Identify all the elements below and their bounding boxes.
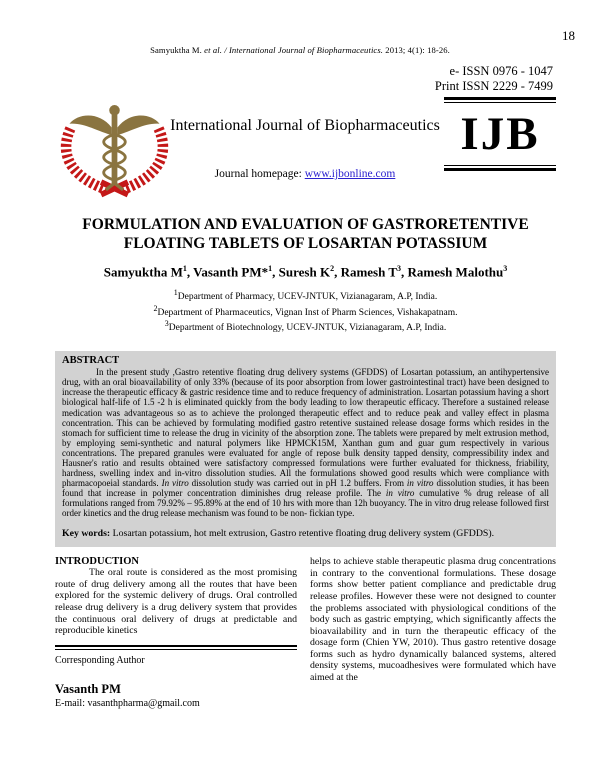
ijb-bar-bottom-thin bbox=[444, 165, 556, 166]
affiliation-1: $^1$Department of Pharmacy, UCEV-JNTUK, Vizianagaram, A.P, India. bbox=[173, 288, 438, 303]
page-number: 18 bbox=[562, 28, 575, 43]
ijb-bar-bottom-thick bbox=[444, 168, 556, 171]
right-column bbox=[310, 556, 556, 708]
ijb-logo-text: IJB bbox=[460, 107, 540, 160]
ijb-bar-top-thick bbox=[444, 97, 556, 100]
article-title-line-1: FORMULATION AND EVALUATION OF GASTRORETENTIVE bbox=[82, 216, 529, 233]
e-issn: e- ISSN 0976 - 1047 bbox=[449, 64, 553, 78]
abstract-text: In the present study ,Gastro retentive floating drug delivery systems (GFDDS) of Losartan potassium, an antihypertensive drug, with an oral bioavailability of only 33% (because of its poor absorption from lower gastrointestinal tract) have been designed to increase the therapeutic efficacy & gastric residence time and to reduce frequency of administration. Losartan potassium having a short biological half-life of 1.5 -2 h is eliminated quickly from the body leading to low therapeutic efficacy. Therefore a sustained release medication was advantageous so as to achieve the prolonged therapeutic effect and to reduce peak and valley effect in plasma concentration. This can be achieved by formulating modified gastro retentive sustained release dosage forms which resides in the stomach for sufficient time to release the drug in vicinity of the absorption zone. The tablets were prepared by melt extrusion method, by employing semi-synthetic and natural polymers like HPMCK15M, Xanthan gum and guar gum respectively in various concentrations. The prepared granules were evaluated for angle of repose bulk density tapped density, compressibility index and Hausner's ratio and results obtained were satisfactory compressed formulations were further evaluated for thickness, friability, hardness, swelling index and in-vitro dissolution studies. All the formulations showed good results which were compliance with pharmacopoeial standards. In vitro dissolution study was carried out in pH 1.2 buffers. From in vitro dissolution studies, it has been found that increase in polymer concentration diminishes drug release profile. The in vitro cumulative % drug release of all formulations ranged from 79.92% – 95.89% at the end of 10 hrs with more than 12h buoyancy. The in vitro drug release followed first order kinetics and the drug release mechanism was found to be non- fickian type. bbox=[62, 367, 549, 519]
keywords-line: Key words: Losartan potassium, hot melt extrusion, Gastro retentive floating drug delivery system (GFDDS). bbox=[62, 528, 495, 540]
corresponding-author-label: Corresponding Author bbox=[55, 654, 145, 666]
ijb-logo bbox=[444, 97, 556, 171]
homepage-link[interactable]: www.ijbonline.com bbox=[304, 168, 396, 180]
two-column-section bbox=[55, 556, 556, 708]
article-body bbox=[55, 216, 556, 709]
authors-line: Samyuktha $M^1$, Vasanth PM*$^1$, Suresh $K^2$, Ramesh $T^3$, Ramesh Malothu$^3$ bbox=[103, 263, 508, 280]
abstract-box bbox=[55, 351, 556, 547]
abstract-heading: ABSTRACT bbox=[62, 355, 120, 367]
print-issn: Print ISSN 2229 - 7499 bbox=[434, 79, 553, 93]
homepage-label: Journal homepage: bbox=[214, 168, 305, 180]
introduction-heading: INTRODUCTION bbox=[55, 556, 140, 568]
introduction-paragraph-left: The oral route is considered as the most promising route of drug delivery among all the routes that have been explored for the systemic delivery of drugs. Oral controlled release drug delivery is a drug delivery system that provides the continuous oral delivery of drugs at predictable and reproducible kinetics bbox=[55, 567, 297, 637]
corresponding-author-name: Vasanth PM bbox=[55, 681, 121, 696]
journal-homepage-line bbox=[150, 168, 460, 180]
running-head-citation: Samyuktha M. et al. / International Journal of Biopharmaceutics. 2013; 4(1): 18-26. bbox=[150, 45, 450, 55]
affiliation-3: $^3$Department of Biotechnology, UCEV-JNTUK, Vizianagaram, A.P, India. bbox=[164, 318, 447, 334]
journal-title: International Journal of Biopharmaceutics bbox=[170, 117, 440, 134]
issn-block bbox=[435, 64, 553, 94]
affiliations bbox=[55, 288, 556, 334]
article-title-line-2: FLOATING TABLETS OF LOSARTAN POTASSIUM bbox=[123, 234, 488, 252]
left-column bbox=[55, 556, 297, 708]
affiliation-2: $^2$Department of Pharmaceutics, Vignan Inst of Pharm Sciences, Vishakapatnam. bbox=[153, 303, 458, 318]
introduction-paragraph-right: helps to achieve stable therapeutic plasma drug concentrations in contrary to the conventional formulations. These dosage forms show better patient compliance and predictable drug release profiles. However these were not designed to counter the problems associated with physiological conditions of the body such as gastric emptying, which significantly affects the bioavailability and in turn the therapeutic efficacy of the dosage form (Chien YW, 2010). Thus gastro retentive dosage forms such as hydro dynamically balanced systems, altered density systems, mucoadhesives were formulated which have aimed at the bbox=[310, 556, 556, 683]
corresponding-author-email: E-mail: vasanthpharma@gmail.com bbox=[55, 697, 200, 709]
corresponding-author-divider bbox=[55, 645, 297, 650]
